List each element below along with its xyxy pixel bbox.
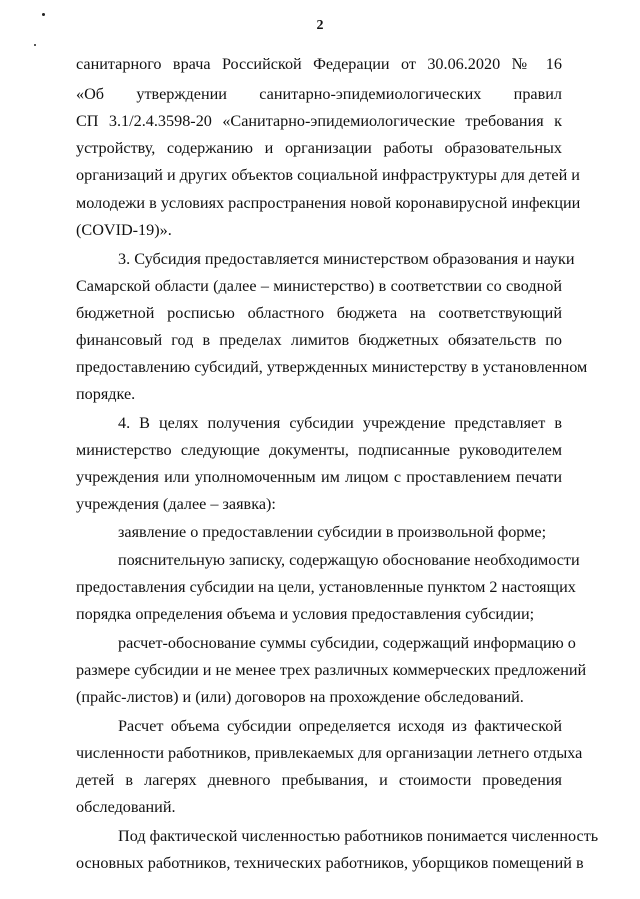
text-line: учреждения или уполномоченным им лицом с проставлением печати	[76, 468, 562, 486]
text-line: «Об утверждении санитарно-эпидемиологических правил	[76, 85, 562, 103]
text-line: порядке.	[76, 385, 136, 403]
text-line: Самарской области (далее – министерство) в соответствии со сводной	[76, 277, 562, 295]
text-line: обследований.	[76, 798, 176, 816]
scan-speck	[34, 44, 36, 46]
text-line: санитарного врача Российской Федерации от 30.06.2020 № 16	[76, 55, 562, 73]
text-line: бюджетной росписью областного бюджета на соответствующий	[76, 304, 562, 322]
text-line: молодежи в условиях распространения новой коронавирусной инфекции	[76, 194, 581, 212]
text-line: учреждения (далее – заявка):	[76, 495, 276, 513]
scan-speck	[42, 13, 45, 16]
paragraph-first-line: 3. Субсидия предоставляется министерством образования и науки	[118, 250, 575, 268]
text-line: финансовый год в пределах лимитов бюджетных обязательств по	[76, 331, 562, 349]
paragraph-first-line: заявление о предоставлении субсидии в произвольной форме;	[118, 523, 547, 541]
text-line: численности работников, привлекаемых для организации летнего отдыха	[76, 744, 583, 762]
text-line: размере субсидии и не менее трех различных коммерческих предложений	[76, 661, 587, 679]
paragraph-first-line: Расчет объема субсидии определяется исходя из фактической	[118, 717, 562, 735]
paragraph-first-line: пояснительную записку, содержащую обоснование необходимости	[118, 551, 580, 569]
paragraph-first-line: расчет-обоснование суммы субсидии, содержащий информацию о	[118, 634, 576, 652]
paragraph-first-line: Под фактической численностью работников понимается численность	[118, 827, 599, 845]
paragraph-first-line: 4. В целях получения субсидии учреждение представляет в	[118, 414, 562, 432]
text-line: предоставления субсидии на цели, установленные пунктом 2 настоящих	[76, 578, 576, 596]
text-line: (COVID-19)».	[76, 221, 172, 239]
text-line: основных работников, технических работников, уборщиков помещений в	[76, 854, 584, 872]
text-line: организаций и других объектов социальной инфраструктуры для детей и	[76, 166, 580, 184]
text-line: (прайс-листов) и (или) договоров на прохождение обследований.	[76, 688, 524, 706]
text-line: устройству, содержанию и организации работы образовательных	[76, 139, 562, 157]
page-number: 2	[316, 18, 324, 33]
text-line: министерство следующие документы, подписанные руководителем	[76, 441, 562, 459]
text-line: СП 3.1/2.4.3598-20 «Санитарно-эпидемиологические требования к	[76, 112, 562, 130]
text-line: порядка определения объема и условия предоставления субсидии;	[76, 605, 535, 623]
text-line: предоставлению субсидий, утвержденных министерству в установленном	[76, 358, 588, 376]
text-line: детей в лагерях дневного пребывания, и стоимости проведения	[76, 771, 562, 789]
